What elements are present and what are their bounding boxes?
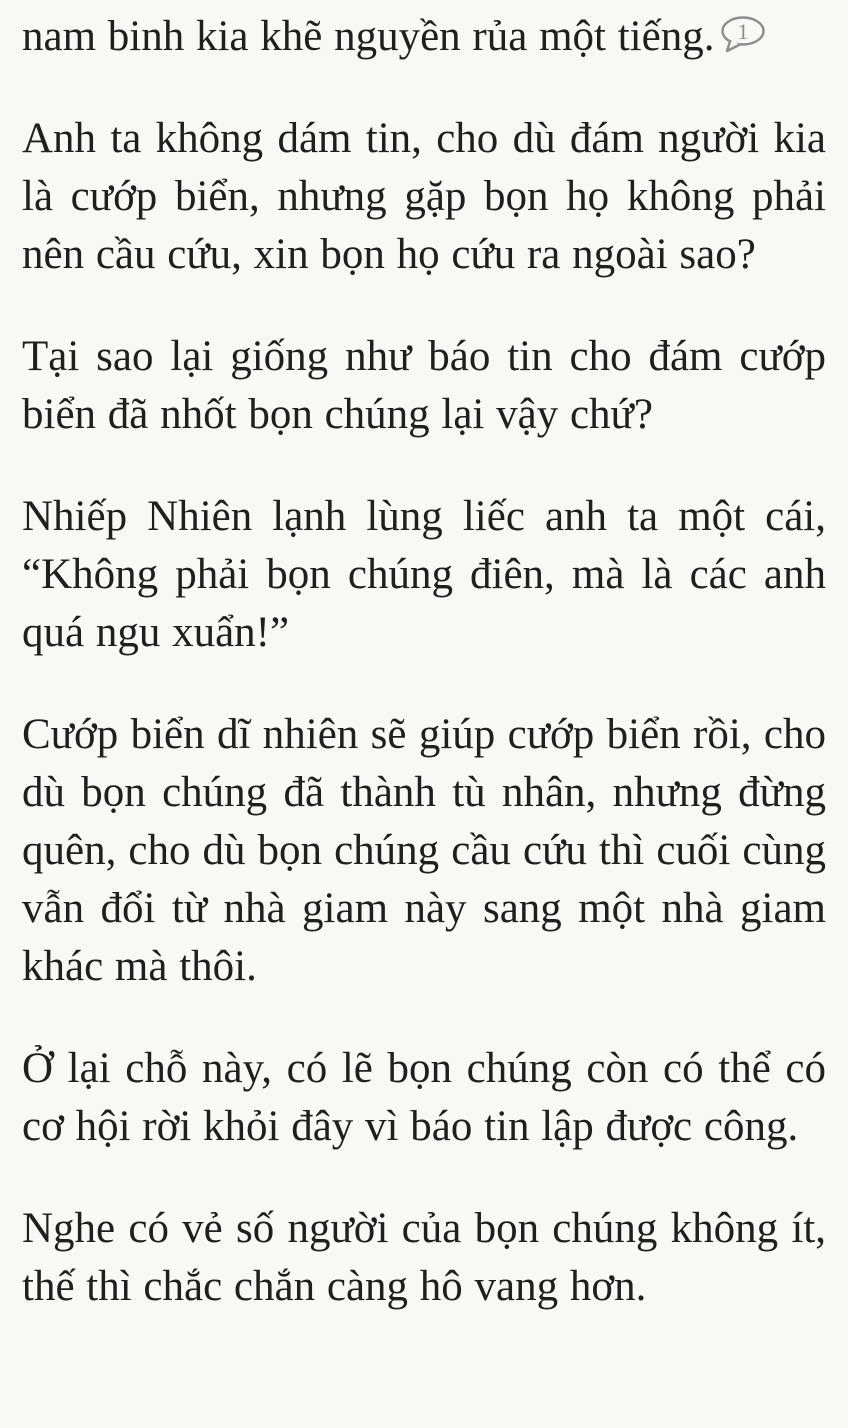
paragraph: [22, 328, 826, 444]
paragraph: [22, 488, 826, 662]
paragraph-text: Cướp biển dĩ nhiên sẽ giúp cướp biển rồi, cho dù bọn chúng đã thành tù nhân, nhưng đừng quên, cho dù bọn chúng cầu cứu thì cuối cùng vẫn đổi từ nhà giam này sang một nhà giam khác mà thôi.: [22, 711, 826, 990]
speech-bubble-icon: [720, 15, 766, 59]
comment-count: 1: [737, 19, 749, 44]
paragraph-text: nam binh kia khẽ nguyền rủa một tiếng.: [22, 13, 715, 60]
paragraph: [22, 8, 826, 66]
paragraph: [22, 1040, 826, 1156]
paragraph-text: Nhiếp Nhiên lạnh lùng liếc anh ta một cái, “Không phải bọn chúng điên, mà là các anh quá ngu xuẩn!”: [22, 493, 826, 656]
comment-count-badge[interactable]: [720, 15, 766, 59]
paragraph-text: Anh ta không dám tin, cho dù đám người kia là cướp biển, nhưng gặp bọn họ không phải nên cầu cứu, xin bọn họ cứu ra ngoài sao?: [22, 115, 826, 278]
paragraph: [22, 706, 826, 996]
paragraph-text: Ở lại chỗ này, có lẽ bọn chúng còn có thể có cơ hội rời khỏi đây vì báo tin lập được công.: [22, 1045, 826, 1150]
paragraph-text: Nghe có vẻ số người của bọn chúng không ít, thế thì chắc chắn càng hô vang hơn.: [22, 1205, 826, 1310]
paragraph-text: Tại sao lại giống như báo tin cho đám cướp biển đã nhốt bọn chúng lại vậy chứ?: [22, 333, 826, 438]
paragraph: [22, 1200, 826, 1316]
paragraph: [22, 110, 826, 284]
